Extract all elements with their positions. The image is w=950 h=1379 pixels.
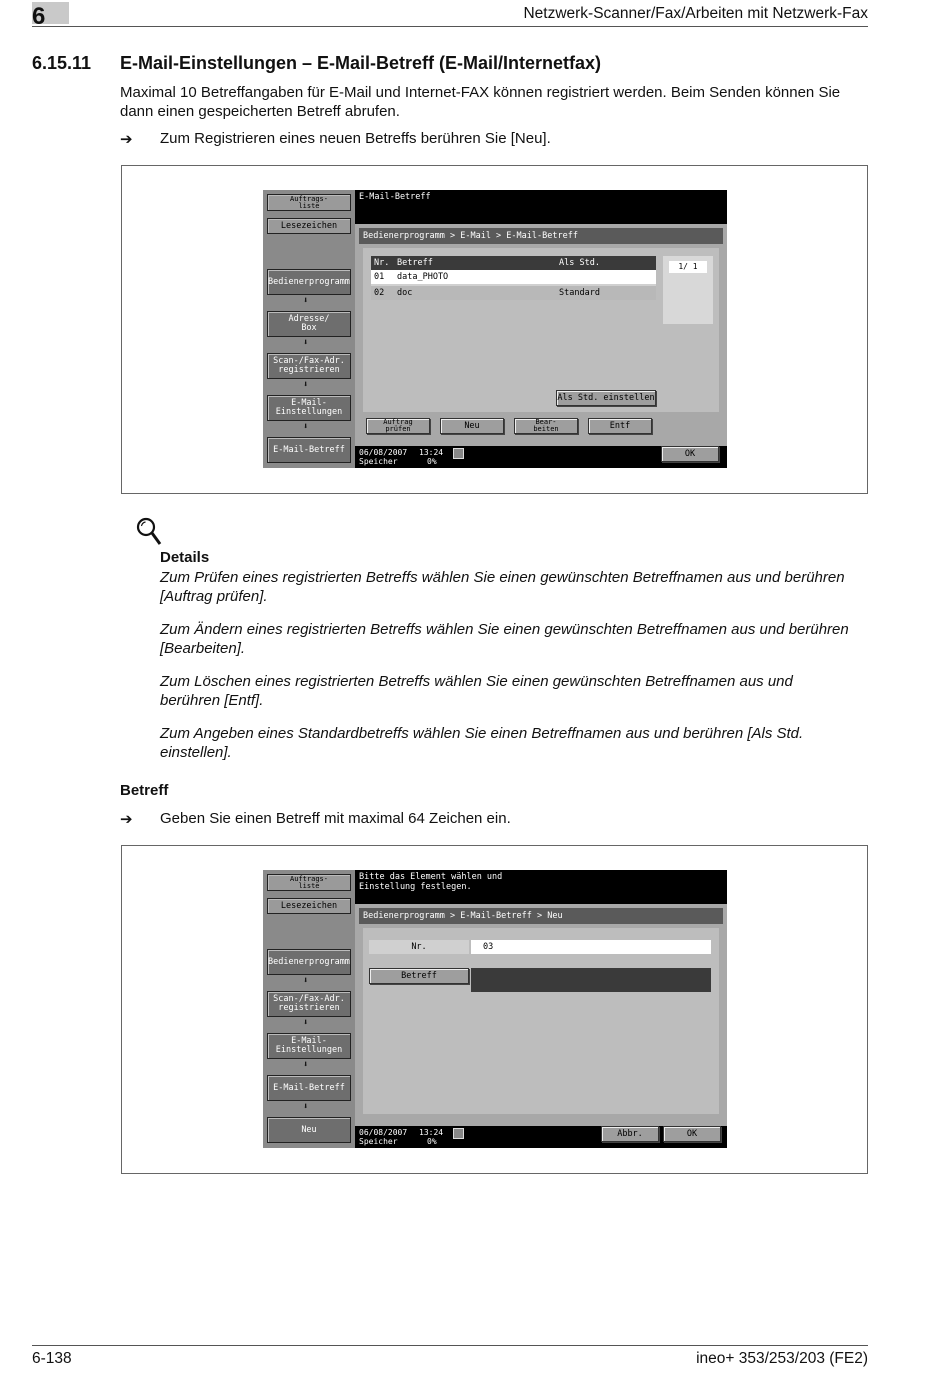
delete-button[interactable]: Entf xyxy=(588,418,652,434)
status-time: 13:24 xyxy=(419,448,444,457)
intro-line-2: dann einen gespeicherten Betreff abrufen. xyxy=(120,103,400,120)
ok-button[interactable]: OK xyxy=(661,446,719,462)
down-arrow-icon: ⬇ xyxy=(303,422,309,432)
email-settings-button[interactable]: E-Mail- Einstellungen xyxy=(267,1033,351,1059)
status-time: 13:24 xyxy=(419,1128,444,1137)
status-date: 06/08/2007 xyxy=(359,1128,408,1137)
breadcrumb: Bedienerprogramm > E-Mail-Betreff > Neu xyxy=(359,908,723,924)
subject-field[interactable] xyxy=(471,968,711,992)
email-subject-button[interactable]: E-Mail-Betreff xyxy=(267,1075,351,1101)
utility-button[interactable]: Bedienerprogramm xyxy=(267,949,351,975)
edit-button[interactable]: Bear- beiten xyxy=(514,418,578,434)
details-p4-line1: Zum Angeben eines Standardbetreffs wählen Sie einen Betreffnamen aus und berühren [Als Std. xyxy=(160,725,804,742)
footer-rule xyxy=(32,1345,868,1346)
column-header-subject: Betreff xyxy=(397,258,433,268)
scan-fax-register-button[interactable]: Scan-/Fax-Adr. registrieren xyxy=(267,353,351,379)
memory-value: 0% xyxy=(427,457,437,466)
scan-fax-register-button[interactable]: Scan-/Fax-Adr. registrieren xyxy=(267,991,351,1017)
email-subject-button[interactable]: E-Mail-Betreff xyxy=(267,437,351,463)
table-header xyxy=(371,256,656,270)
details-p2-line2: [Bearbeiten]. xyxy=(160,640,246,657)
breadcrumb: Bedienerprogramm > E-Mail > E-Mail-Betreff xyxy=(359,228,723,244)
figure-2 xyxy=(121,845,868,1174)
bookmark-button[interactable]: Lesezeichen xyxy=(267,218,351,234)
bookmark-button[interactable]: Lesezeichen xyxy=(267,898,351,914)
subject-table xyxy=(371,256,656,300)
details-p1-line1: Zum Prüfen eines registrierten Betreffs wählen Sie einen gewünschten Betreffnamen aus und berühren xyxy=(160,569,845,586)
new-button[interactable]: Neu xyxy=(440,418,504,434)
running-title: Netzwerk-Scanner/Fax/Arbeiten mit Netzwerk-Fax xyxy=(523,5,868,22)
table-row[interactable] xyxy=(371,270,656,284)
section-title: E-Mail-Einstellungen – E-Mail-Betreff (E-Mail/Internetfax) xyxy=(120,53,602,73)
product-name: ineo+ 353/253/203 (FE2) xyxy=(696,1350,868,1367)
section-number: 6.15.11 xyxy=(32,53,92,73)
network-icon xyxy=(453,1128,464,1139)
details-p3-line1: Zum Löschen eines registrierten Betreffs wählen Sie einen gewünschten Betreffnamen aus und xyxy=(160,673,793,690)
cancel-button[interactable]: Abbr. xyxy=(601,1126,659,1142)
betreff-heading: Betreff xyxy=(120,782,169,799)
memory-label: Speicher xyxy=(359,457,398,466)
intro-step: Zum Registrieren eines neuen Betreffs berühren Sie [Neu]. xyxy=(160,130,551,147)
row-default: Standard xyxy=(559,288,600,298)
message-bar: E-Mail-Betreff xyxy=(355,190,727,224)
column-header-default: Als Std. xyxy=(559,258,600,268)
intro-line-1: Maximal 10 Betreffangaben für E-Mail und Internet-FAX können registriert werden. Beim Senden können Sie xyxy=(120,84,841,101)
new-entry-button[interactable]: Neu xyxy=(267,1117,351,1143)
form-panel xyxy=(363,928,719,1114)
job-list-button[interactable]: Auftrags- liste xyxy=(267,194,351,211)
down-arrow-icon: ⬇ xyxy=(303,380,309,390)
row-subject: data_PHOTO xyxy=(397,272,449,282)
page-indicator: 1/ 1 xyxy=(669,261,707,273)
status-date: 06/08/2007 xyxy=(359,448,408,457)
page-box xyxy=(663,256,713,324)
details-p2-line1: Zum Ändern eines registrierten Betreffs wählen Sie einen gewünschten Betreffnamen aus und berühren xyxy=(160,621,849,638)
magnifier-icon xyxy=(136,517,162,547)
page-number: 6-138 xyxy=(32,1350,72,1367)
betreff-step: Geben Sie einen Betreff mit maximal 64 Zeichen ein. xyxy=(160,810,511,827)
table-row[interactable] xyxy=(371,286,656,300)
set-default-button[interactable]: Als Std. einstellen xyxy=(556,390,656,406)
column-header-nr: Nr. xyxy=(374,258,390,268)
job-list-button[interactable]: Auftrags- liste xyxy=(267,874,351,891)
network-icon xyxy=(453,448,464,459)
details-p3-line2: berühren [Entf]. xyxy=(160,692,264,709)
details-text xyxy=(160,568,880,762)
row-nr: 01 xyxy=(374,272,385,282)
chapter-number: 6 xyxy=(32,3,46,30)
down-arrow-icon: ⬇ xyxy=(303,296,309,306)
row-nr: 02 xyxy=(374,288,385,298)
list-panel xyxy=(363,248,719,412)
row-subject: doc xyxy=(397,288,413,298)
down-arrow-icon: ⬇ xyxy=(303,1060,309,1070)
arrow-icon: ➔ xyxy=(120,811,133,828)
details-heading: Details xyxy=(160,549,210,566)
arrow-icon: ➔ xyxy=(120,131,133,148)
memory-label: Speicher xyxy=(359,1137,398,1146)
utility-button[interactable]: Bedienerprogramm xyxy=(267,269,351,295)
check-job-button[interactable]: Auftrag prüfen xyxy=(366,418,430,434)
address-box-button[interactable]: Adresse/ Box xyxy=(267,311,351,337)
down-arrow-icon: ⬇ xyxy=(303,1102,309,1112)
down-arrow-icon: ⬇ xyxy=(303,338,309,348)
details-p4-line2: einstellen]. xyxy=(160,744,232,761)
down-arrow-icon: ⬇ xyxy=(303,1018,309,1028)
email-settings-button[interactable]: E-Mail- Einstellungen xyxy=(267,395,351,421)
ok-button[interactable]: OK xyxy=(663,1126,721,1142)
details-p1-line2: [Auftrag prüfen]. xyxy=(160,588,268,605)
message-bar: Bitte das Element wählen und Einstellung festlegen. xyxy=(355,870,727,904)
nr-value: 03 xyxy=(471,940,711,954)
subject-button[interactable]: Betreff xyxy=(369,968,469,984)
screen-2 xyxy=(263,870,727,1148)
figure-1 xyxy=(121,165,868,494)
memory-value: 0% xyxy=(427,1137,437,1146)
screen-1 xyxy=(263,190,727,468)
header-rule xyxy=(32,26,868,27)
nr-label: Nr. xyxy=(369,940,469,954)
down-arrow-icon: ⬇ xyxy=(303,976,309,986)
